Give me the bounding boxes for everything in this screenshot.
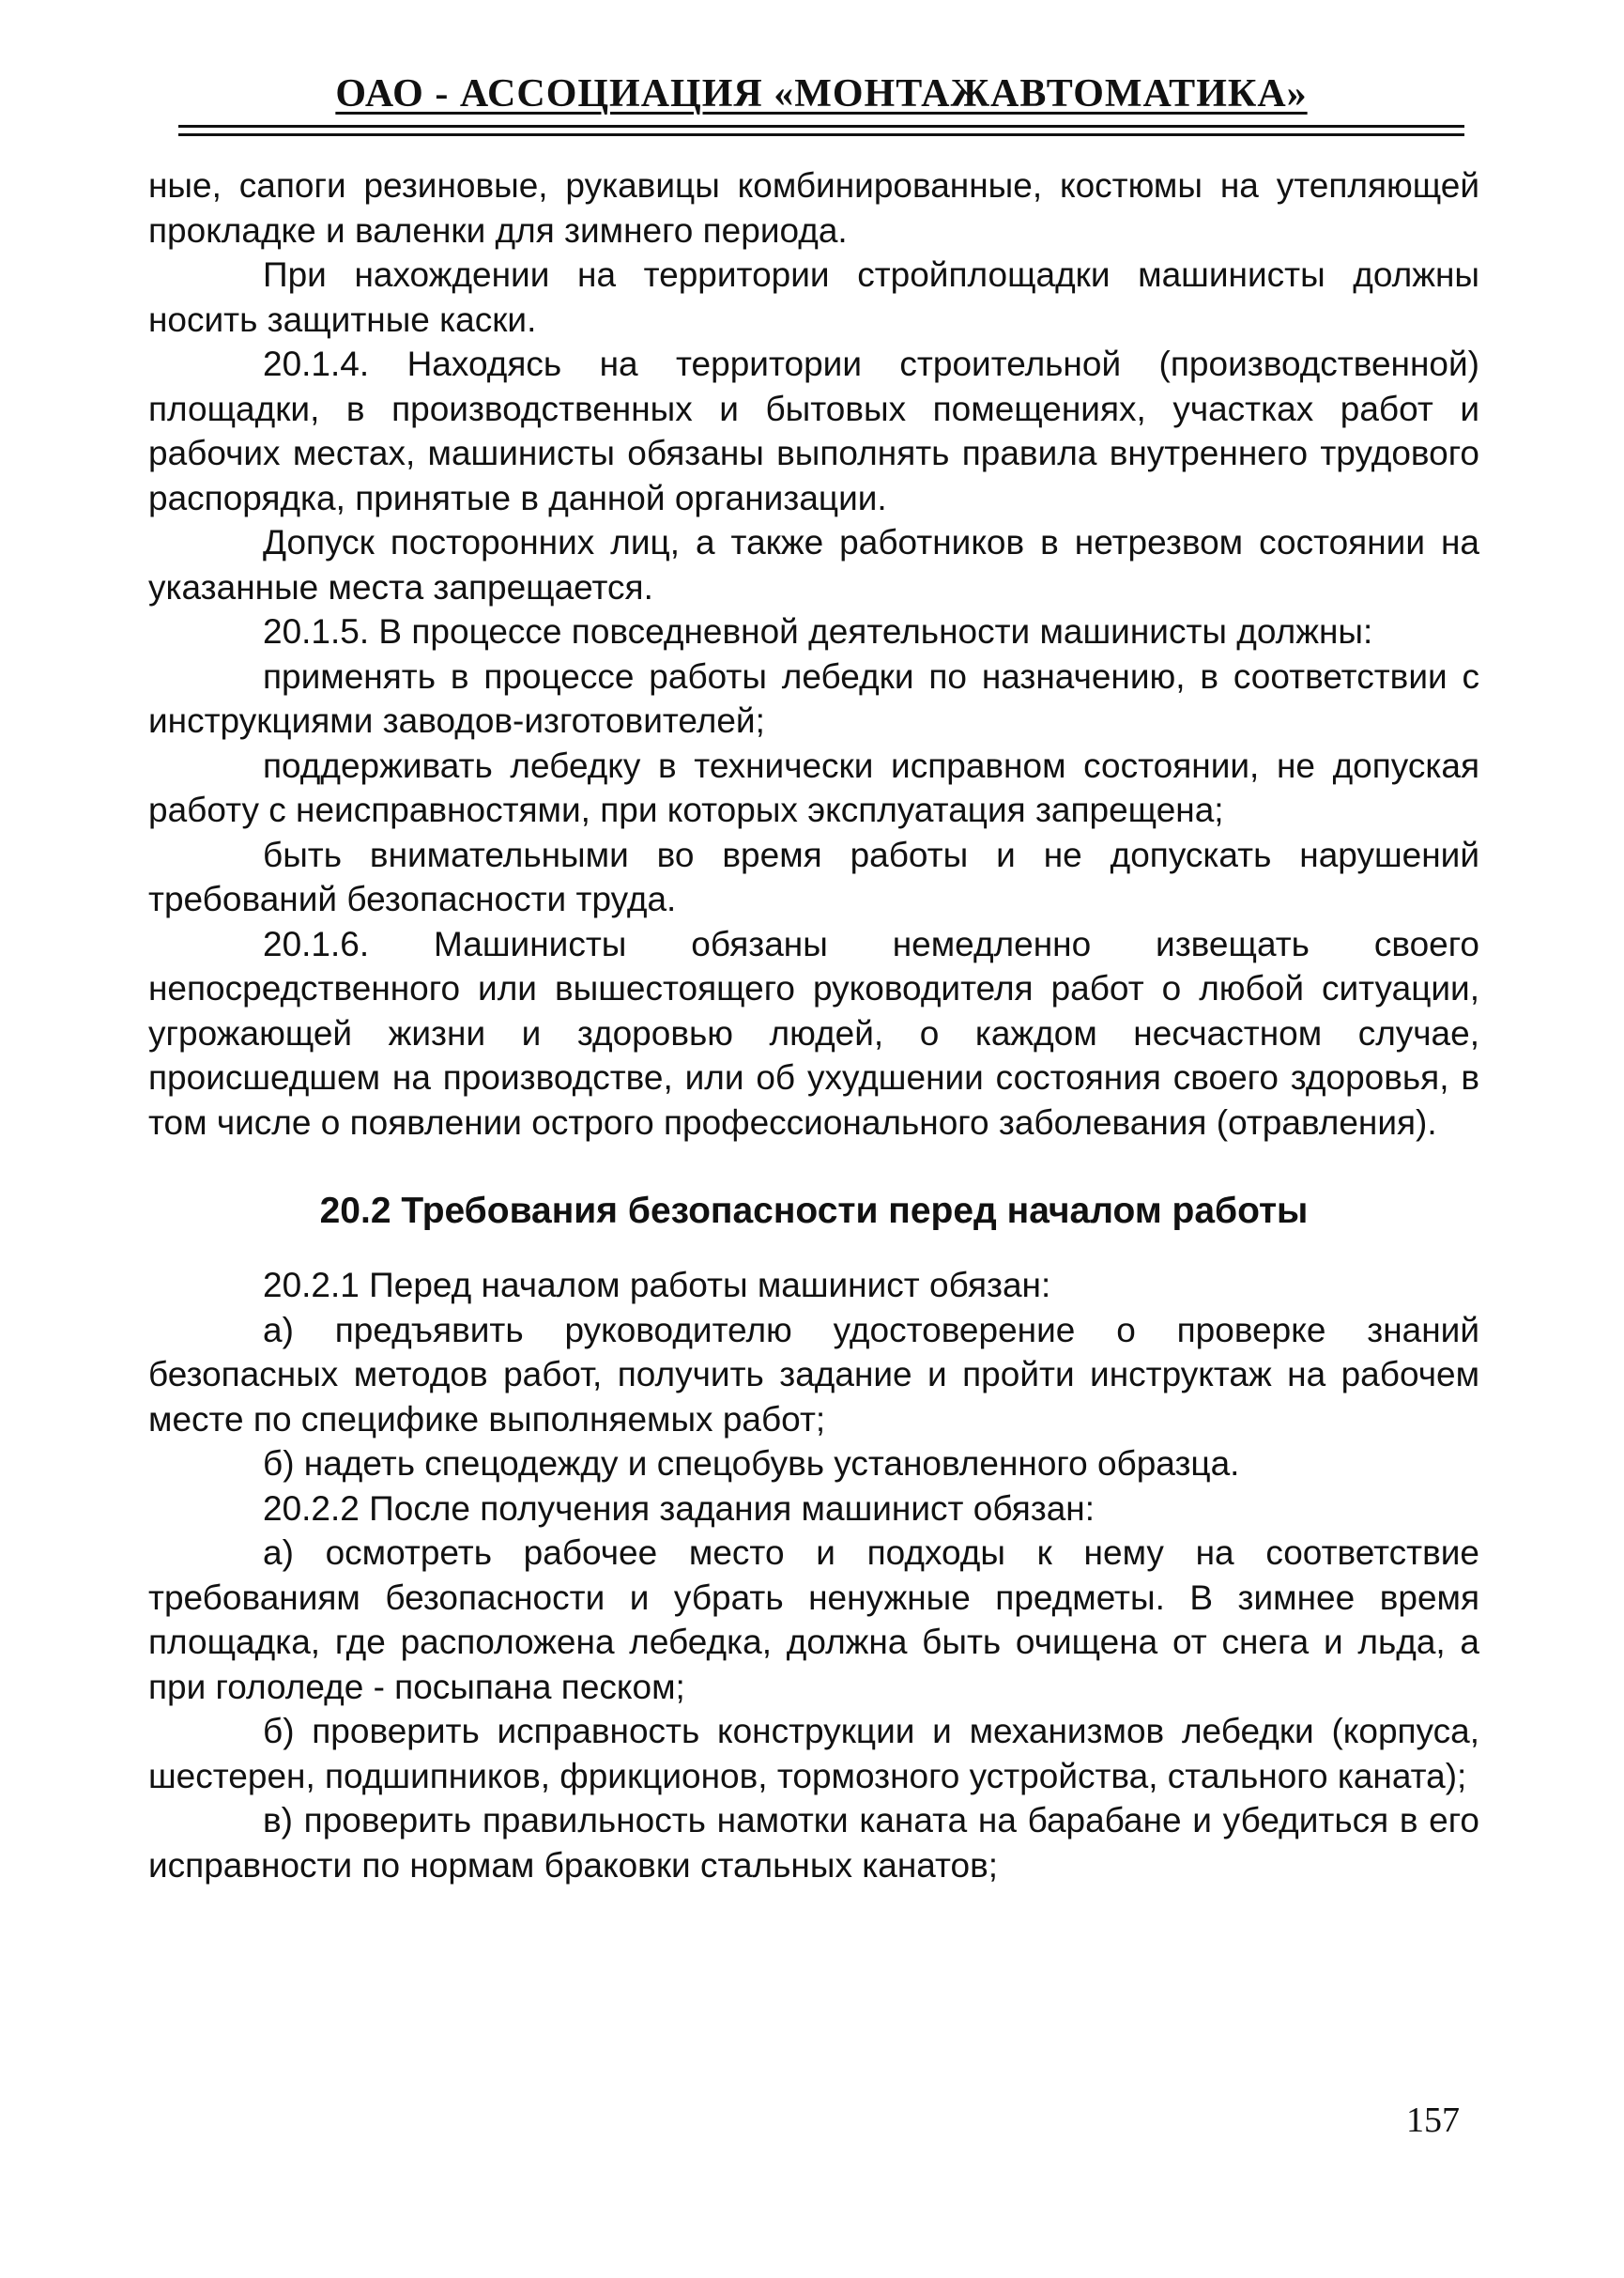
paragraph-20-2-2: 20.2.2 После получения задания машинист обязан: xyxy=(263,1488,1095,1528)
header-rule-bottom xyxy=(178,133,1464,136)
list-item: применять в процессе работы лебедки по назначению, в соответствии с инструкциями заводов-изготовителей; xyxy=(148,656,1479,740)
paragraph: При нахождении на территории стройплощадки машинисты должны носить защитные каски. xyxy=(148,255,1479,339)
paragraph-20-1-4: 20.1.4. Находясь на территории строительной (производственной) площадки, в производственных и бытовых помещениях, участках работ и рабочих местах, машинисты обязаны выполнять правила внутреннего трудового распорядка, принятые в данной организации. xyxy=(148,345,1479,517)
paragraph-20-1-6: 20.1.6. Машинисты обязаны немедленно извещать своего непосредственного или вышестоящего руководителя работ о любой ситуации, угрожающей жизни и здоровью людей, о каждом несчастном случае, происшедшем на производстве, или об ухудшении состояния своего здоровья, в том числе о появлении острого профессионального заболевания (отравления). xyxy=(148,924,1479,1142)
paragraph-20-2-1: 20.2.1 Перед началом работы машинист обязан: xyxy=(263,1266,1051,1304)
paragraph-20-1-5: 20.1.5. В процессе повседневной деятельности машинисты должны: xyxy=(263,612,1373,651)
list-item: а) предъявить руководителю удостоверение о проверке знаний безопасных методов работ, получить задание и пройти инструктаж на рабочем месте по специфике выполняемых работ; xyxy=(148,1310,1479,1439)
page-number: 157 xyxy=(1406,2101,1460,2140)
list-item: поддерживать лебедку в технически исправном состоянии, не допуская работу с неисправностями, при которых эксплуатация запрещена; xyxy=(148,746,1479,829)
page-header-title: ОАО - АССОЦИАЦИЯ «МОНТАЖАВТОМАТИКА» xyxy=(335,72,1308,115)
document-body xyxy=(148,163,1479,1887)
list-item: быть внимательными во время работы и не допускать нарушений требований безопасности труда. xyxy=(148,835,1479,918)
paragraph: Допуск посторонних лиц, а также работников в нетрезвом состоянии на указанные места запрещается. xyxy=(148,523,1479,607)
paragraph-continuation: ные, сапоги резиновые, рукавицы комбинированные, костюмы на утепляющей прокладке и валенки для зимнего периода. xyxy=(148,166,1479,250)
list-item: в) проверить правильность намотки каната на барабане и убедиться в его исправности по нормам браковки стальных канатов; xyxy=(148,1801,1479,1885)
section-heading: 20.2 Требования безопасности перед началом работы xyxy=(319,1191,1309,1231)
list-item: а) осмотреть рабочее место и подходы к нему на соответствие требованиям безопасности и убрать ненужные предметы. В зимнее время площадка, где расположена лебедка, должна быть очищена от снега и льда, а при гололеде - посыпана песком; xyxy=(148,1533,1479,1706)
list-item: б) надеть спецодежду и спецобувь установленного образца. xyxy=(263,1444,1240,1483)
list-item: б) проверить исправность конструкции и механизмов лебедки (корпуса, шестерен, подшипников, фрикционов, тормозного устройства, стального каната); xyxy=(148,1712,1479,1795)
header-rule-top xyxy=(178,125,1464,128)
